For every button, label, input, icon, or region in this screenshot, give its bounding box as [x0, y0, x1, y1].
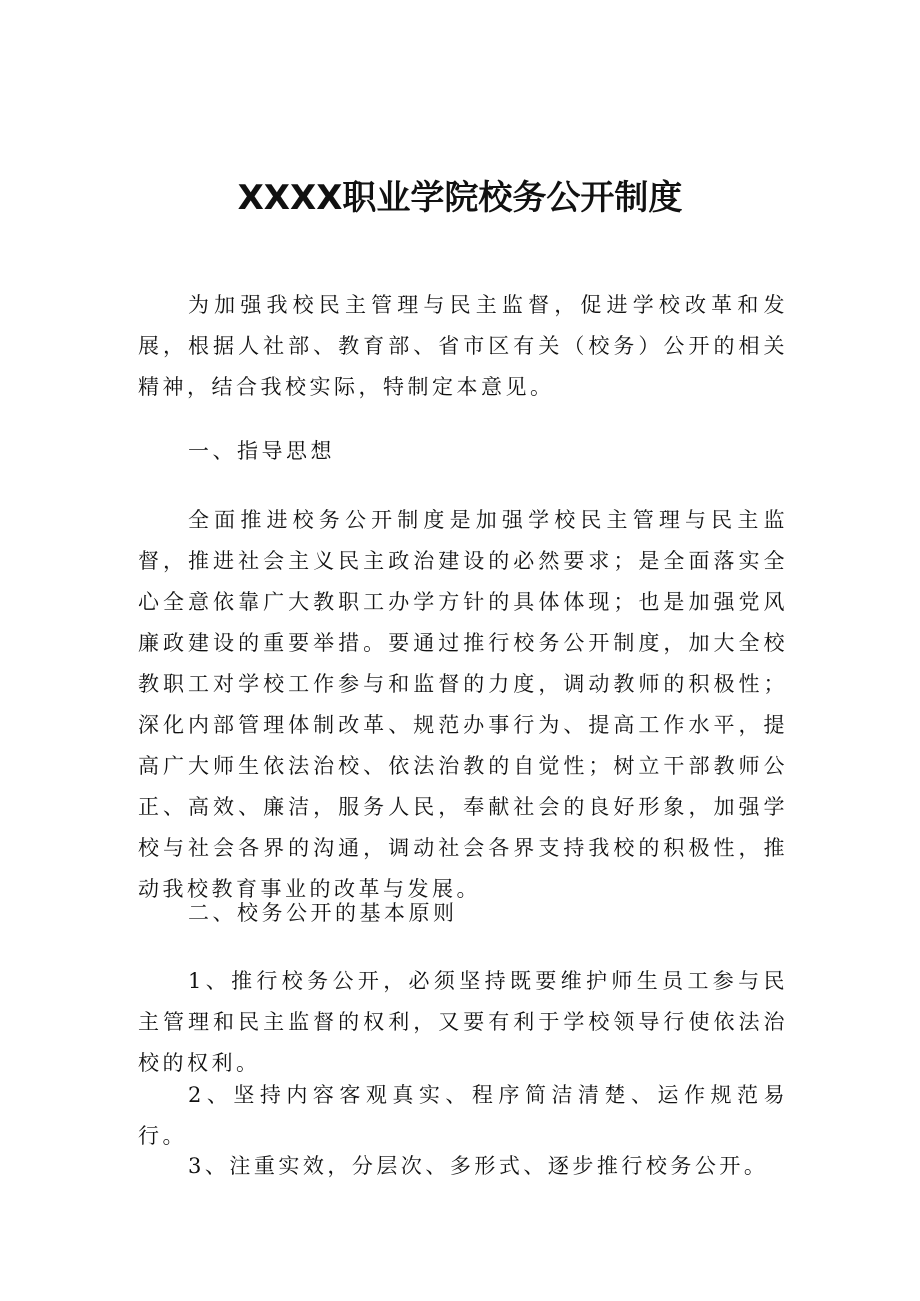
principle-item-1: 1、推行校务公开，必须坚持既要维护师生员工参与民主管理和民主监督的权利，又要有利于学校领导行使依法治校的权利。 [138, 969, 788, 1075]
intro-paragraph: 为加强我校民主管理与民主监督，促进学校改革和发展，根据人社部、教育部、省市区有关（校务）公开的相关精神，结合我校实际，特制定本意见。 [138, 293, 788, 399]
principle-item-3: 3、注重实效，分层次、多形式、逐步推行校务公开。 [188, 1154, 769, 1178]
document-title: XXXX职业学院校务公开制度 [237, 178, 683, 218]
section-heading-basic-principles: 二、校务公开的基本原则 [188, 901, 458, 925]
principle-item-2: 2、坚持内容客观真实、程序简洁清楚、运作规范易行。 [138, 1083, 788, 1148]
guiding-ideology-paragraph: 全面推进校务公开制度是加强学校民主管理与民主监督，推进社会主义民主政治建设的必然要求；是全面落实全心全意依靠广大教职工办学方针的具体体现；也是加强党风廉政建设的重要举措。要通过推行校务公开制度，加大全校教职工对学校工作参与和监督的力度，调动教师的积极性；深化内部管理体制改革、规范办事行为、提高工作水平，提高广大师生依法治校、依法治教的自觉性；树立干部教师公正、高效、廉洁，服务人民，奉献社会的良好形象，加强学校与社会各界的沟通，调动社会各界支持我校的积极性，推动我校教育事业的改革与发展。 [138, 508, 788, 901]
section-heading-guiding-ideology: 一、指导思想 [188, 439, 335, 463]
